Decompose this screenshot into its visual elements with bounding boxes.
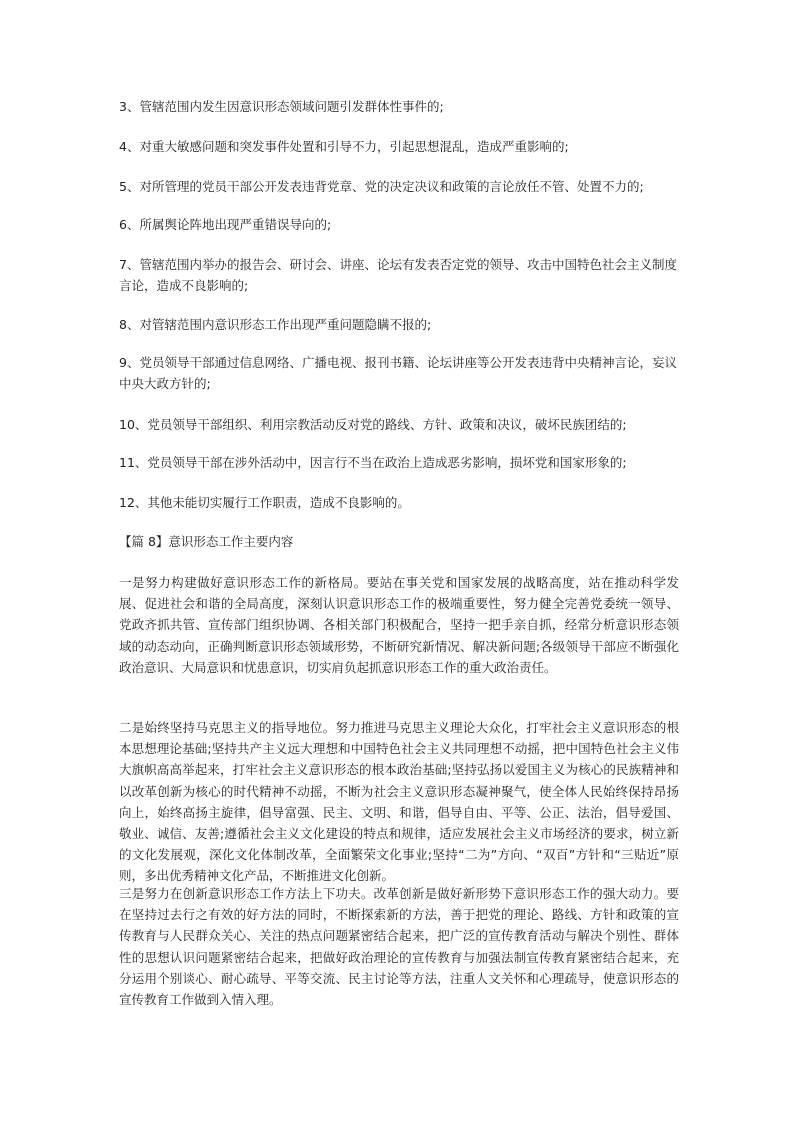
paragraph-3: 三是努力在创新意识形态工作方法上下功夫。改革创新是做好新形势下意识形态工作的强大动力。要在坚持过去行之有效的好方法的同时，不断探索新的方法，善于把党的理论、路线、方针和政策的宣传教育与人民群众关心、关注的热点问题紧密结合起来，把广泛的宣传教育活动与解决个别性、群体性的思想认识问题紧密结合起来，把做好政治理论的宣传教育与加强法制宣传教育紧密结合起来，充分运用个别谈心、耐心疏导、平等交流、民主讨论等方法，注重人文关怀和心理疏导，使意识形态的宣传教育工作做到入情入理。 bbox=[119, 886, 679, 1008]
list-item-9: 9、党员领导干部通过信息网络、广播电视、报刊书籍、论坛讲座等公开发表违背中央精神言论，妄议中央大政方针的; bbox=[119, 355, 677, 391]
list-item-12: 12、其他未能切实履行工作职责，造成不良影响的。 bbox=[119, 495, 410, 510]
list-item-11: 11、党员领导干部在涉外活动中，因言行不当在政治上造成恶劣影响，损坏党和国家形象的; bbox=[119, 455, 627, 470]
list-item-6: 6、所属舆论阵地出现严重错误导向的; bbox=[119, 217, 332, 232]
paragraph-2: 二是始终坚持马克思主义的指导地位。努力推进马克思主义理论大众化，打牢社会主义意识形态的根本思想理论基础;坚持共产主义远大理想和中国特色社会主义共同理想不动摇，把中国特色社会主义伟大旗帜高高举起来，打牢社会主义意识形态的根本政治基础;坚持弘扬以爱国主义为核心的民族精神和以改革创新为核心的时代精神不动摇，不断为社会主义意识形态凝神聚气，使全体人民始终保持昂扬向上，始终高扬主旋律，倡导富强、民主、文明、和谐，倡导自由、平等、公正、法治，倡导爱国、敬业、诚信、友善;遵循社会主义文化建设的特点和规律，适应发展社会主义市场经济的要求，树立新的文化发展观，深化文化体制改革，全面繁荣文化事业;坚持“二为”方向、“双百”方针和“三贴近”原则，多出优秀精神文化产品，不断推进文化创新。 bbox=[119, 720, 679, 884]
paragraph-1: 一是努力构建做好意识形态工作的新格局。要站在事关党和国家发展的战略高度，站在推动科学发展、促进社会和谐的全局高度，深刻认识意识形态工作的极端重要性，努力健全完善党委统一领导、党政齐抓共管、宣传部门组织协调、各相关部门积极配合，坚持一把手亲自抓，经常分析意识形态领域的动态动向，正确判断意识形态领域形势，不断研究新情况、解决新问题;各级领导干部应不断强化政治意识、大局意识和忧患意识，切实肩负起抓意识形态工作的重大政治责任。 bbox=[119, 575, 679, 675]
list-item-4: 4、对重大敏感问题和突发事件处置和引导不力，引起思想混乱，造成严重影响的; bbox=[119, 139, 569, 154]
list-item-5: 5、对所管理的党员干部公开发表违背党章、党的决定决议和政策的言论放任不管、处置不力的; bbox=[119, 179, 644, 194]
list-item-7: 7、管辖范围内举办的报告会、研讨会、讲座、论坛有发表否定党的领导、攻击中国特色社会主义制度言论，造成不良影响的; bbox=[119, 257, 677, 293]
list-item-8: 8、对管辖范围内意识形态工作出现严重问题隐瞒不报的; bbox=[119, 317, 432, 332]
list-item-10: 10、党员领导干部组织、利用宗教活动反对党的路线、方针、政策和决议，破坏民族团结的; bbox=[119, 417, 627, 432]
section-heading: 【篇 8】意识形态工作主要内容 bbox=[119, 534, 294, 549]
list-item-3: 3、管辖范围内发生因意识形态领域问题引发群体性事件的; bbox=[119, 99, 444, 114]
